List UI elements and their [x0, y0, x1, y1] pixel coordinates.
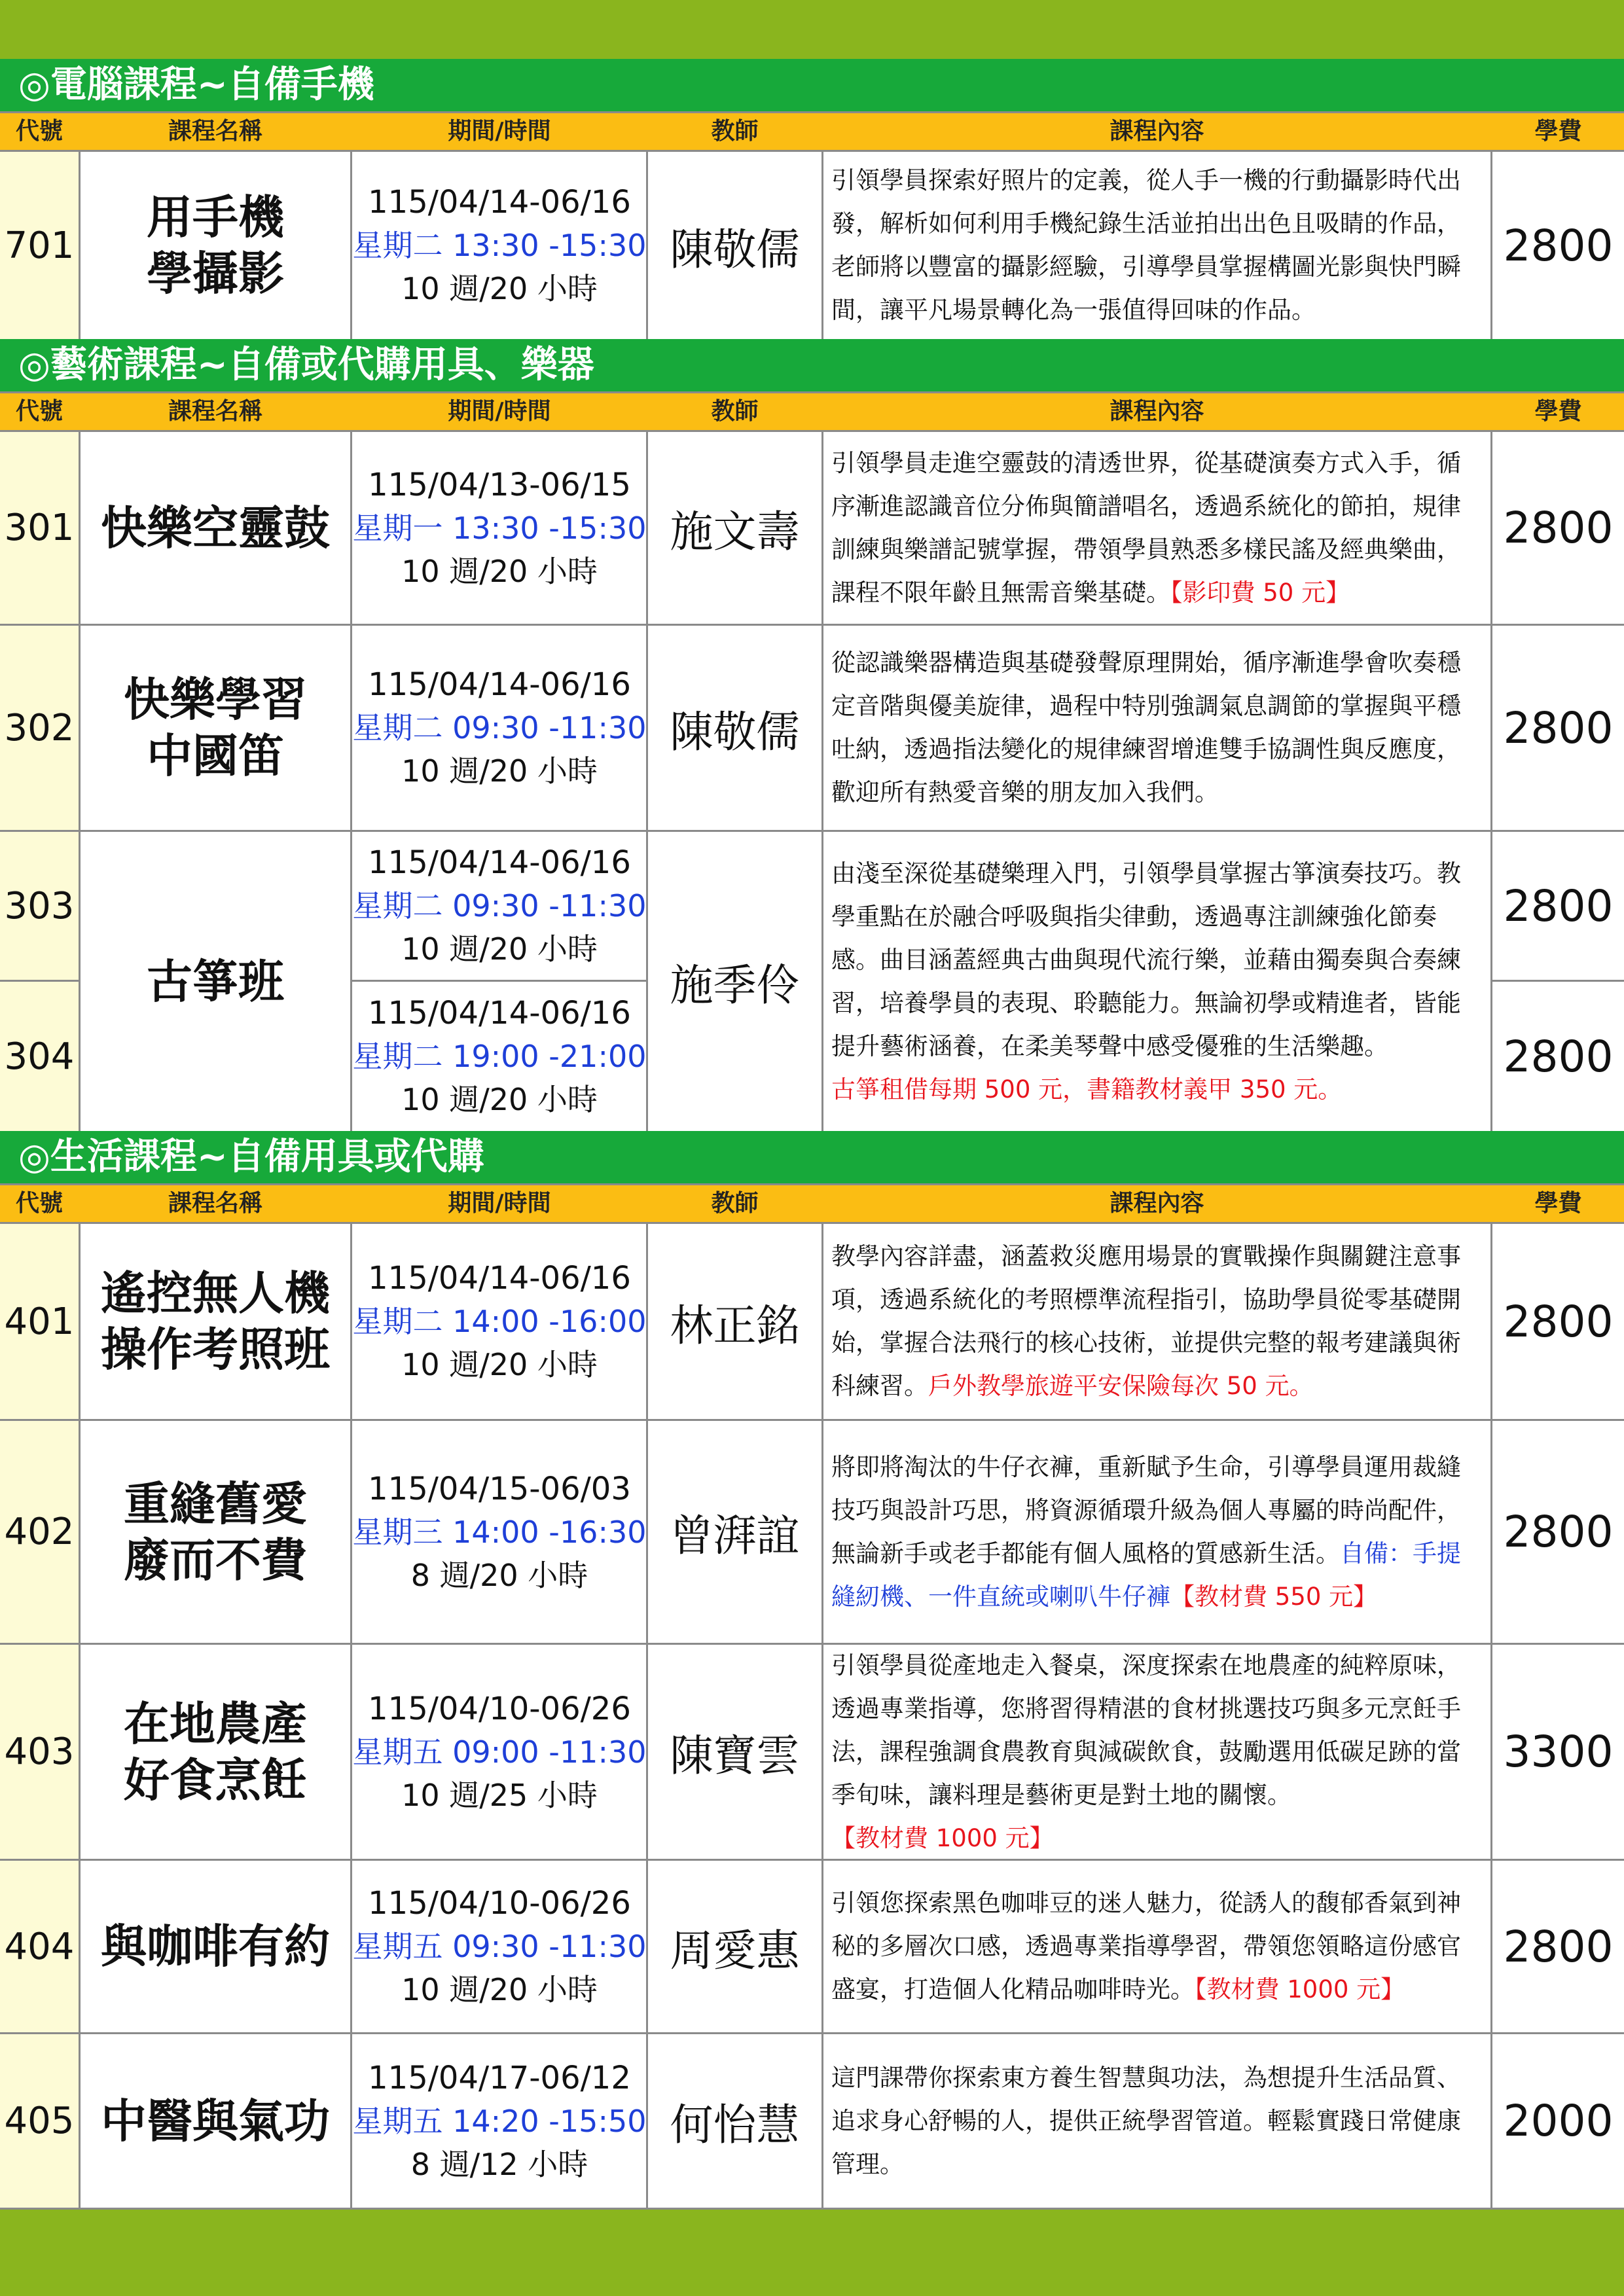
course-fee: 2800 [1503, 1921, 1614, 1972]
course-content [825, 2034, 1489, 2208]
course-code: 304 [4, 1035, 75, 1078]
course-content [825, 152, 1489, 339]
course-code: 401 [4, 1300, 75, 1343]
header-name: 課程名稱 [168, 118, 262, 145]
course-note: 【教材費 1000 元】 [831, 1823, 1054, 1852]
course-dates: 115/04/14-06/16 [368, 1260, 631, 1297]
course-time: 星期二 14:00 -16:00 [352, 1304, 647, 1339]
course-code: 403 [4, 1731, 75, 1773]
bottom-band [0, 2210, 1624, 2296]
course-note: 戶外教學旅遊平安保險每次 50 元。 [928, 1372, 1314, 1400]
course-code: 303 [4, 884, 75, 927]
course-name: 與咖啡有約 [101, 1920, 330, 1973]
course-teacher: 陳寶雲 [670, 1731, 800, 1781]
course-fee: 2800 [1503, 1296, 1614, 1347]
course-name: 古箏班 [147, 954, 284, 1009]
course-teacher: 周愛惠 [670, 1925, 800, 1976]
table-header [0, 391, 1624, 432]
header-fee: 學費 [1534, 118, 1582, 145]
course-period [352, 982, 647, 1131]
course-weeks: 10 週/20 小時 [401, 1347, 598, 1382]
course-teacher: 林正銘 [670, 1300, 800, 1351]
course-teacher: 陳敬儒 [670, 224, 800, 275]
header-code: 代號 [15, 1190, 63, 1217]
course-dates: 115/04/14-06/16 [368, 666, 631, 703]
grid-line [0, 2208, 1624, 2210]
course-name: 快樂空靈鼓 [101, 501, 330, 555]
course-time: 星期一 13:30 -15:30 [352, 510, 647, 546]
top-band [0, 0, 1624, 59]
course-period [352, 2034, 647, 2208]
course-weeks: 10 週/20 小時 [401, 553, 598, 589]
course-fee: 2800 [1503, 220, 1614, 271]
course-period [352, 832, 647, 980]
course-note: 【教材費 1000 元】 [1195, 1975, 1405, 2003]
course-time: 星期五 09:00 -11:30 [352, 1734, 647, 1770]
course-description: 引領學員探索好照片的定義，從人手一機的行動攝影時代出發，解析如何利用手機紀錄生活並拍出出色且吸睛的作品，老師將以豐富的攝影經驗，引導學員掌握構圖光影與快門瞬間，讓平凡場景轉化為一張值得回味的作品。 [831, 166, 1461, 324]
grid-line [821, 152, 823, 339]
course-teacher: 陳敬儒 [670, 706, 800, 757]
course-weeks: 10 週/20 小時 [401, 1972, 598, 2007]
course-weeks: 10 週/20 小時 [401, 271, 598, 306]
table-header [0, 1183, 1624, 1224]
course-code: 701 [4, 224, 75, 267]
course-period [352, 432, 647, 624]
course-dates: 115/04/10-06/26 [368, 1690, 631, 1727]
header-fee: 學費 [1534, 1190, 1582, 1217]
course-weeks: 10 週/25 小時 [401, 1777, 598, 1813]
course-dates: 115/04/15-06/03 [368, 1470, 631, 1507]
course-description: 這門課帶你探索東方養生智慧與功法，為想提升生活品質、追求身心舒暢的人，提供正統學習管道。輕鬆實踐日常健康管理。 [831, 2063, 1461, 2178]
header-period: 期間/時間 [448, 1190, 551, 1217]
course-description: 引領學員走進空靈鼓的清透世界，從基礎演奏方式入手，循序漸進認識音位分佈與簡譜唱名，透過系統化的節拍，規律訓練與樂譜記號掌握，帶領學員熟悉多樣民謠及經典樂曲，課程不限年齡且無需音樂基礎。 [831, 448, 1461, 607]
course-weeks: 10 週/20 小時 [401, 1082, 598, 1117]
header-period: 期間/時間 [448, 398, 551, 425]
course-description: 從認識樂器構造與基礎發聲原理開始，循序漸進學會吹奏穩定音階與優美旋律，過程中特別強調氣息調節的掌握與平穩吐納，透過指法變化的規律練習增進雙手協調性與反應度，歡迎所有熱愛音樂的朋友加入我們。 [831, 649, 1461, 806]
course-content [825, 626, 1489, 830]
course-code: 402 [4, 1511, 75, 1553]
course-weeks: 10 週/20 小時 [401, 931, 598, 967]
header-code: 代號 [15, 398, 63, 425]
course-fee: 2800 [1503, 880, 1614, 931]
header-name: 課程名稱 [168, 398, 262, 425]
course-teacher: 曾湃誼 [670, 1511, 800, 1561]
course-name: 快樂學習 中國笛 [124, 673, 307, 783]
course-description: 引領學員從產地走入餐桌，深度探索在地農產的純粹原味，透過專業指導，您將習得精湛的食材挑選技巧與多元烹飪手法，課程強調食農教育與減碳飲食，鼓勵選用低碳足跡的當季旬味，讓料理是藝術更是對土地的關懷。 [831, 1651, 1461, 1809]
table-header [0, 111, 1624, 152]
course-time: 星期五 14:20 -15:50 [352, 2103, 647, 2139]
course-fee: 2800 [1503, 702, 1614, 753]
course-code: 405 [4, 2100, 75, 2142]
grid-line [821, 1224, 823, 2210]
course-dates: 115/04/14-06/16 [368, 844, 631, 881]
course-content [825, 1861, 1489, 2032]
course-time: 星期三 14:00 -16:30 [352, 1514, 647, 1550]
section-title-life: ◎生活課程~自備用具或代購 [0, 1131, 1624, 1183]
course-fee: 2000 [1503, 2096, 1614, 2146]
course-period [352, 1645, 647, 1859]
course-dates: 115/04/10-06/26 [368, 1885, 631, 1922]
section-title-computer: ◎電腦課程~自備手機 [0, 59, 1624, 111]
header-content: 課程內容 [1110, 1190, 1204, 1217]
course-period [352, 1224, 647, 1419]
course-teacher: 施文壽 [670, 507, 800, 557]
course-description: 教學內容詳盡，涵蓋救災應用場景的實戰操作與關鍵注意事項，透過系統化的考照標準流程指引，協助學員從零基礎開始，掌握合法飛行的核心技術，並提供完整的報考建議與術科練習。 [831, 1242, 1461, 1400]
course-code: 404 [4, 1925, 75, 1968]
course-dates: 115/04/13-06/15 [368, 466, 631, 503]
course-time: 星期二 09:30 -11:30 [352, 710, 647, 745]
course-weeks: 10 週/20 小時 [401, 753, 598, 789]
course-code: 302 [4, 706, 75, 749]
course-name: 用手機 學攝影 [147, 190, 284, 300]
course-description: 引領您探索黑色咖啡豆的迷人魅力，從誘人的馥郁香氣到神秘的多層次口感，透過專業指導學習，帶領您領略這份感官盛宴，打造個人化精品咖啡時光。 [831, 1889, 1461, 2003]
course-note: 【影印費 50 元】 [1170, 578, 1350, 607]
course-fee: 3300 [1503, 1727, 1614, 1777]
course-supplies-note: 自備：手提縫紉機、一件直統或喇叭牛仔褲 [831, 1539, 1461, 1611]
course-content [825, 1224, 1489, 1419]
course-name: 在地農產 好食烹飪 [124, 1696, 307, 1807]
course-time: 星期二 19:00 -21:00 [352, 1039, 647, 1074]
course-teacher: 何怡慧 [670, 2100, 800, 2150]
course-content [825, 1421, 1489, 1643]
course-name: 重縫舊愛 廢而不費 [124, 1477, 307, 1587]
course-dates: 115/04/17-06/12 [368, 2059, 631, 2096]
course-time: 星期二 13:30 -15:30 [352, 228, 647, 263]
course-period [352, 152, 647, 339]
header-teacher: 教師 [711, 118, 759, 145]
header-teacher: 教師 [711, 1190, 759, 1217]
course-content [825, 832, 1489, 1131]
course-weeks: 8 週/20 小時 [410, 1557, 588, 1593]
course-time: 星期二 09:30 -11:30 [352, 888, 647, 924]
course-period [352, 626, 647, 830]
section-title-art: ◎藝術課程~自備或代購用具、樂器 [0, 339, 1624, 391]
header-code: 代號 [15, 118, 63, 145]
course-note: 【教材費 550 元】 [1170, 1582, 1378, 1611]
course-content [825, 432, 1489, 624]
course-teacher: 施季伶 [670, 960, 800, 1011]
course-description: 由淺至深從基礎樂理入門，引領學員掌握古箏演奏技巧。教學重點在於融合呼吸與指尖律動，透過專注訓練強化節奏感。曲目涵蓋經典古曲與現代流行樂，並藉由獨奏與合奏練習，培養學員的表現、聆聽能力。無論初學或精進者，皆能提升藝術涵養，在柔美琴聲中感受優雅的生活樂趣。 [831, 859, 1461, 1060]
course-note: 古箏租借每期 500 元，書籍教材義甲 350 元。 [831, 1075, 1343, 1103]
course-description: 將即將淘汰的牛仔衣褲，重新賦予生命，引導學員運用裁縫技巧與設計巧思，將資源循環升級為個人專屬的時尚配件，無論新手或老手都能有個人風格的質感新生活。 [831, 1452, 1461, 1568]
course-period [352, 1861, 647, 2032]
header-period: 期間/時間 [448, 118, 551, 145]
course-name: 中醫與氣功 [101, 2094, 330, 2148]
course-dates: 115/04/14-06/16 [368, 184, 631, 221]
course-dates: 115/04/14-06/16 [368, 995, 631, 1031]
course-weeks: 8 週/12 小時 [410, 2146, 588, 2182]
course-fee: 2800 [1503, 503, 1614, 553]
header-content: 課程內容 [1110, 118, 1204, 145]
course-period [352, 1421, 647, 1643]
course-content [825, 1645, 1489, 1859]
header-name: 課程名稱 [168, 1190, 262, 1217]
course-code: 301 [4, 507, 75, 549]
header-fee: 學費 [1534, 398, 1582, 425]
header-content: 課程內容 [1110, 398, 1204, 425]
course-time: 星期五 09:30 -11:30 [352, 1929, 647, 1964]
course-fee: 2800 [1503, 1031, 1614, 1082]
course-fee: 2800 [1503, 1507, 1614, 1557]
course-name: 遙控無人機 操作考照班 [101, 1266, 330, 1376]
header-teacher: 教師 [711, 398, 759, 425]
grid-line [821, 432, 823, 1131]
